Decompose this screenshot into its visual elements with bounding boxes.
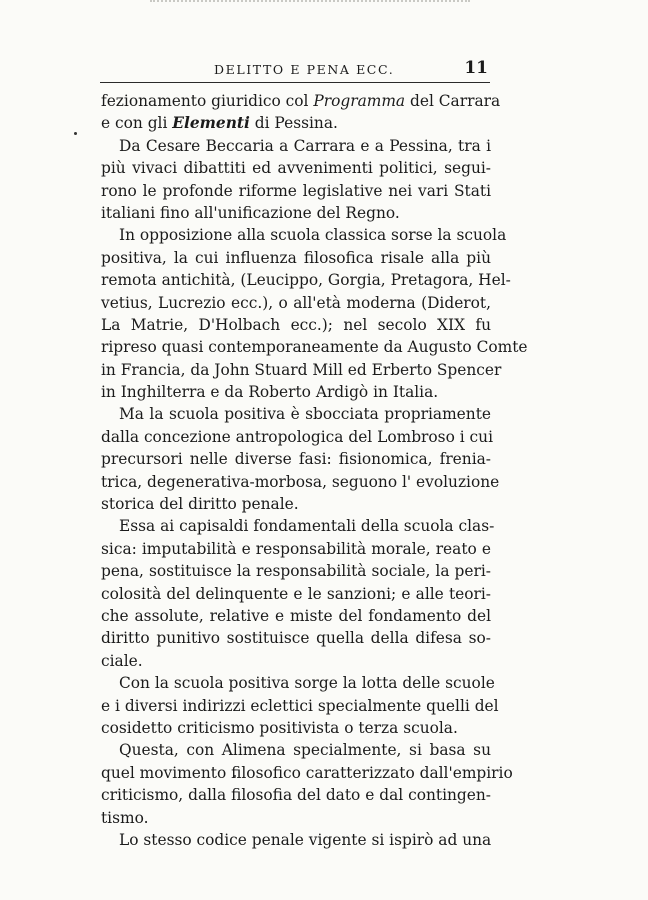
- text-line: remota antichità, (Leucippo, Gorgia, Pretagora, Hel-: [101, 271, 511, 290]
- text-line: e i diversi indirizzi eclettici specialmente quelli del: [101, 696, 499, 715]
- text-line: Da Cesare Beccaria a Carrara e a Pessina, tra i: [119, 136, 491, 155]
- text-line: quel movimento filosofico caratterizzato dall'empirio: [101, 763, 513, 782]
- text-line: La Matrie, D'Holbach ecc.); nel secolo XIX fu: [101, 315, 491, 334]
- text-line: rono le profonde riforme legislative nei vari Stati: [101, 181, 491, 200]
- text-line: Ma la scuola positiva è sbocciata propriamente: [119, 405, 491, 424]
- text-line: sica: imputabilità e responsabilità morale, reato e: [101, 539, 491, 558]
- text-line: fezionamento giuridico col Programma del Carrara: [101, 92, 501, 110]
- running-head: [102, 58, 490, 82]
- print-speck: [74, 132, 77, 135]
- text-line: dalla concezione antropologica del Lombroso i cui: [101, 427, 493, 446]
- text-line: positiva, la cui influenza filosofica risale alla più: [101, 248, 491, 267]
- text-line: cosidetto criticismo positivista o terza scuola.: [101, 718, 458, 737]
- running-title: DELITTO E PENA ECC.: [214, 62, 395, 77]
- text-line: ciale.: [101, 651, 143, 670]
- text-line: Con la scuola positiva sorge la lotta delle scuole: [119, 674, 495, 693]
- text-line: In opposizione alla scuola classica sorse la scuola: [119, 226, 507, 245]
- text-line: Questa, con Alimena specialmente, si basa su: [119, 741, 491, 760]
- text-line: precursori nelle diverse fasi: fisionomica, frenia-: [101, 450, 491, 469]
- text-line: trica, degenerativa-morbosa, seguono l' evoluzione: [101, 472, 500, 491]
- text-line: ripreso quasi contemporaneamente da Augusto Comte: [101, 338, 528, 357]
- text-line: che assolute, relative e miste del fondamento del: [101, 606, 491, 625]
- text-line: vetius, Lucrezio ecc.), o all'età moderna (Diderot,: [101, 293, 491, 312]
- text-line: e con gli Elementi di Pessina.: [101, 114, 338, 133]
- emphasis-programma: Programma: [313, 92, 406, 110]
- text-line: tismo.: [101, 808, 149, 827]
- page-number: 11: [464, 58, 488, 78]
- text-line: in Inghilterra e da Roberto Ardigò in Italia.: [101, 383, 439, 402]
- text-line: criticismo, dalla filosofia del dato e dal contingen-: [101, 786, 491, 805]
- text-line: Lo stesso codice penale vigente si ispirò ad una: [119, 830, 492, 849]
- text-line: in Francia, da John Stuard Mill ed Erberto Spencer: [101, 360, 502, 379]
- emphasis-elementi: Elementi: [172, 114, 250, 133]
- text-line: storica del diritto penale.: [101, 495, 299, 514]
- text-line: Essa ai capisaldi fondamentali della scuola clas-: [119, 517, 495, 536]
- text-line: più vivaci dibattiti ed avvenimenti politici, segui-: [101, 159, 491, 178]
- body-text: [101, 90, 528, 851]
- text-line: colosità del delinquente e le sanzioni; e alle teori-: [101, 584, 491, 603]
- top-edge-marks: [150, 0, 470, 6]
- text-line: diritto punitivo sostituisce quella della difesa so-: [101, 629, 491, 648]
- header-rule: [100, 82, 490, 83]
- text-line: pena, sostituisce la responsabilità sociale, la peri-: [101, 562, 491, 581]
- text-line: italiani fino all'unificazione del Regno.: [101, 203, 400, 222]
